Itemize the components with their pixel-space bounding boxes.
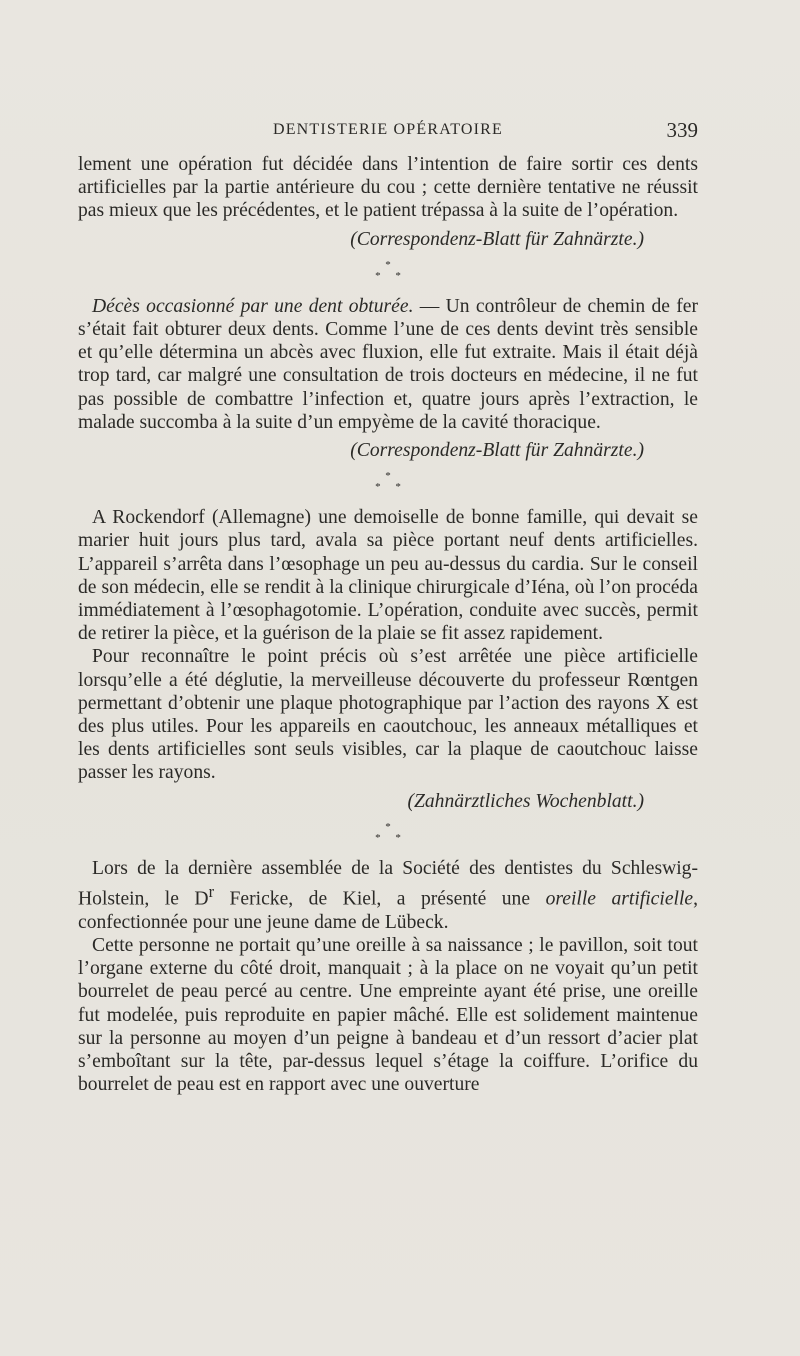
superscript: r <box>208 882 215 902</box>
section-separator <box>78 260 698 282</box>
paragraph-deces <box>78 295 698 434</box>
paragraph-body: — Un contrôleur de chemin de fer s’était fait obturer deux dents. Comme l’une de ces dents devint très sensible et qu’elle détermina un abcès avec fluxion, elle fut extraite. Mais il était déjà trop tard, car malgré une consultation de trois docteurs en médecine, il ne fut pas possible de combattre l’infection et, quatre jours après l’extraction, le malade succomba à la suite d’un empyème de la cavité thoracique. <box>78 295 698 433</box>
source-citation: (Correspondenz-Blatt für Zahnärzte.) <box>350 228 644 250</box>
paragraph-schleswig <box>78 857 698 934</box>
paragraph-continuation: lement une opération fut décidée dans l’intention de faire sortir ces dents artificielles par la partie antérieure du cou ; cette dernière tentative ne réussit pas mieux que les précédentes, et le patient trépassa à la suite de l’opération. <box>78 154 698 222</box>
running-title: DENTISTERIE OPÉRATOIRE <box>272 121 504 138</box>
paragraph-oreille: Cette personne ne portait qu’une oreille à sa naissance ; le pavillon, soit tout l’organe externe du côté droit, manquait ; à la place on ne voyait qu’un petit bourrelet de peau percé au centre. Une empreinte ayant été prise, une oreille fut modelée, puis reproduite en papier mâché. Elle est solidement maintenue sur la personne au moyen d’un peigne à bandeau et d’un ressort d’acier plat s’emboîtant sur la tête, par-dessus lequel s’étage la coiffure. L’orifice du bourrelet de peau est en rapport avec une ouverture <box>78 935 698 1096</box>
source-citation: (Zahnärztliches Wochenblatt.) <box>407 790 644 812</box>
asterism-bottom: * * <box>375 481 407 494</box>
emphasis: oreille artificielle <box>545 888 694 910</box>
paragraph-rockendorf: A Rockendorf (Allemagne) une demoiselle de bonne famille, qui devait se marier huit jours plus tard, avala sa pièce portant neuf dents artificielles. L’appareil s’arrêta dans l’œsophage un peu au-dessus du cardia. Sur le conseil de son médecin, elle se rendit à la clinique chirurgicale d’Iéna, où l’on procéda immédiatement à l’œsophagotomie. L’opération, conduite avec succès, permit de retirer la pièce, et la guérison de la plaie se fit assez rapidement. <box>78 507 698 645</box>
asterism-bottom: * * <box>375 269 407 282</box>
text-run: Fericke, de Kiel, a présenté une <box>214 888 546 910</box>
asterism-top: * <box>385 820 391 833</box>
asterism-bottom: * * <box>375 831 407 844</box>
asterism-top: * <box>385 258 391 271</box>
running-head <box>78 118 698 144</box>
text-run: , confectionnée pour une jeune dame de Lübeck. <box>78 888 699 933</box>
text-run: Lors de la dernière assemblée de la Société des dentistes du Schleswig-Holstein, le D <box>78 857 698 910</box>
paragraph-heading: Décès occasionné par une dent obturée. <box>92 295 414 317</box>
body-text <box>78 153 698 1096</box>
section-separator <box>78 822 698 844</box>
source-citation: (Correspondenz-Blatt für Zahnärzte.) <box>350 440 644 462</box>
section-separator <box>78 471 698 493</box>
asterism-top: * <box>385 470 391 483</box>
paragraph-roentgen: Pour reconnaître le point précis où s’est arrêtée une pièce artificielle lorsqu’elle a été déglutie, la merveilleuse découverte du professeur Rœntgen permettant d’obtenir une plaque photographique par l’action des rayons X est des plus utiles. Pour les appareils en caoutchouc, les anneaux métalliques et les dents artificielles sont seuls visibles, car la plaque de caoutchouc laisse passer les rayons. <box>78 646 698 784</box>
page-number: 339 <box>666 118 698 142</box>
